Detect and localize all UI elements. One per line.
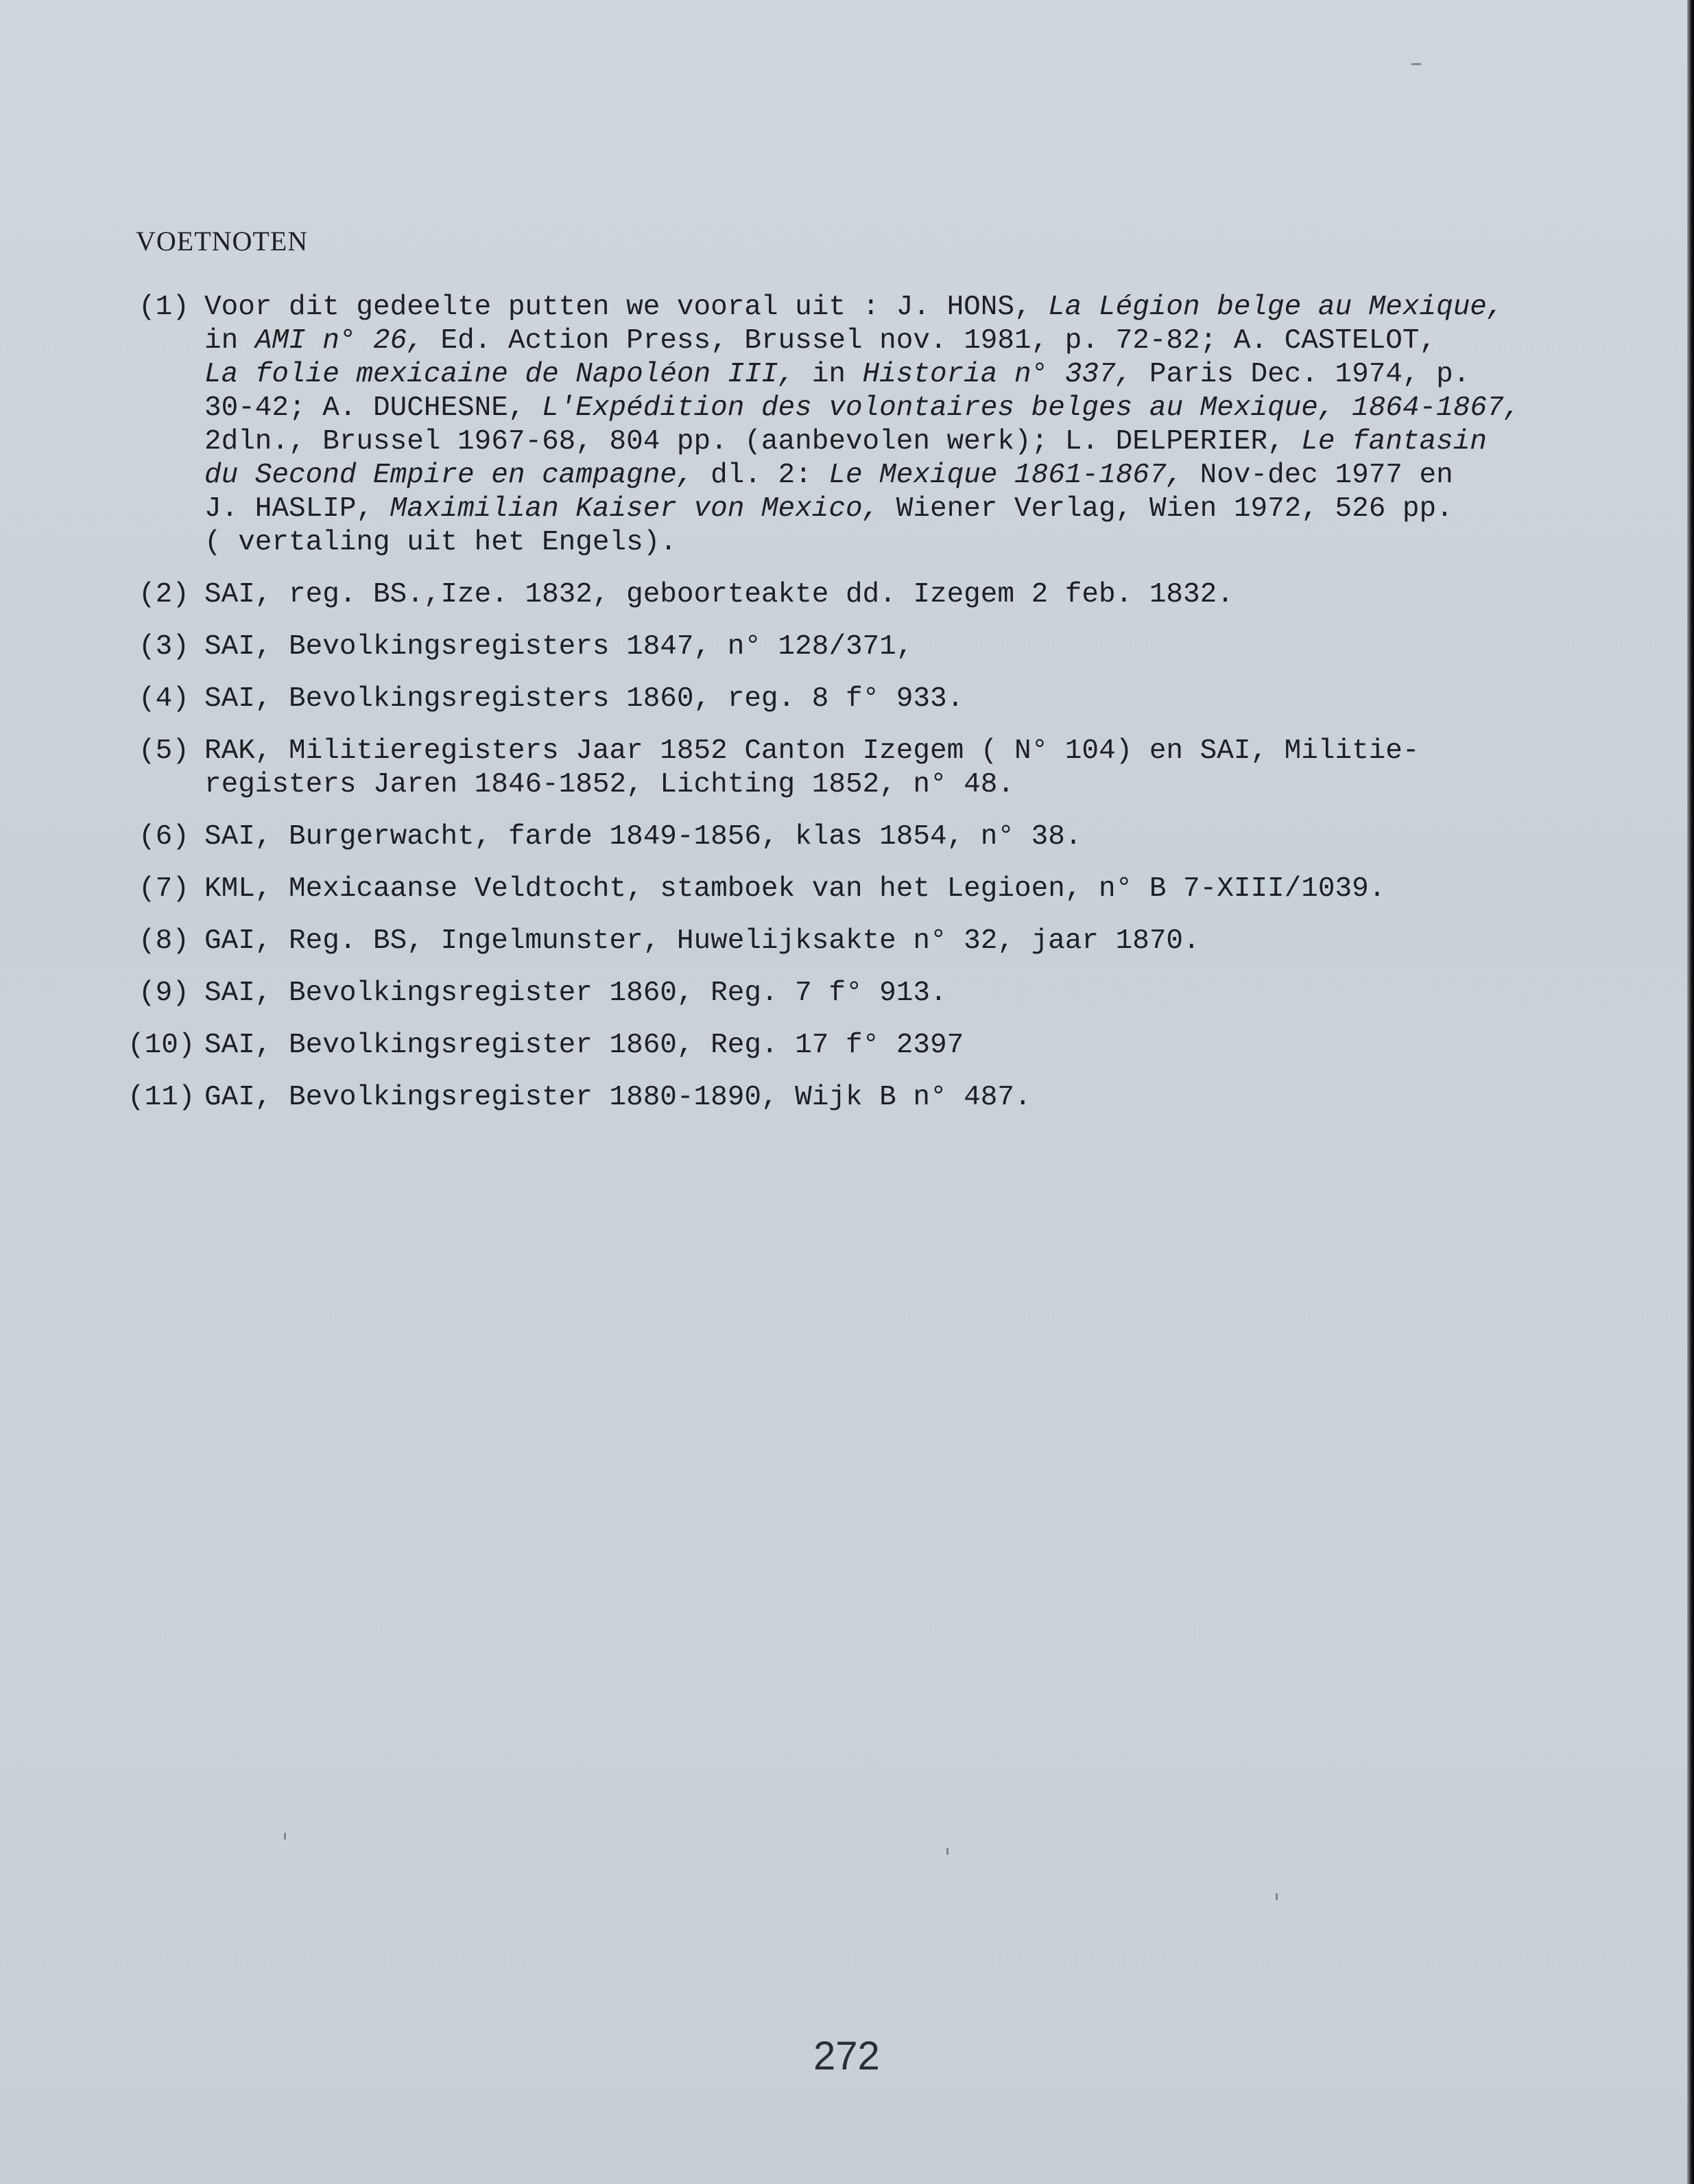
speck <box>1411 63 1421 65</box>
footnote-text-line: SAI, Bevolkingsregisters 1847, n° 128/371, <box>204 631 914 663</box>
footnote-item <box>128 820 1582 854</box>
footnote-number: (1) <box>139 292 189 323</box>
page-number: 272 <box>813 2034 880 2078</box>
footnote-text-line: 2dln., Brussel 1967-68, 804 pp. (aanbevolen werk); L. DELPERIER, Le fantasin <box>204 426 1487 458</box>
speck <box>1276 1893 1278 1900</box>
footnote-text-line: du Second Empire en campagne, dl. 2: Le Mexique 1861-1867, Nov-dec 1977 en <box>204 460 1453 491</box>
footnote-text-line: in AMI n° 26, Ed. Action Press, Brussel nov. 1981, p. 72-82; A. CASTELOT, <box>204 325 1437 357</box>
footnote-number: (2) <box>139 579 189 610</box>
footnote-text-line: GAI, Bevolkingsregister 1880-1890, Wijk B n° 487. <box>204 1082 1031 1113</box>
page-edge <box>1687 0 1694 2184</box>
footnote-number: (4) <box>139 683 189 715</box>
footnote-text-line: SAI, Burgerwacht, farde 1849-1856, klas 1854, n° 38. <box>204 821 1082 853</box>
footnote-text-line: La folie mexicaine de Napoléon III, in Historia n° 337, Paris Dec. 1974, p. <box>204 359 1470 390</box>
footnote-text-line: J. HASLIP, Maximilian Kaiser von Mexico, Wiener Verlag, Wien 1972, 526 pp. <box>204 493 1453 525</box>
heading: VOETNOTEN <box>136 226 309 257</box>
footnote-number: (11) <box>128 1082 195 1113</box>
footnote-item <box>128 630 1582 664</box>
footnote-item <box>128 873 1582 906</box>
footnote-number: (5) <box>139 735 189 767</box>
speck <box>946 1848 949 1855</box>
footnote-number: (6) <box>139 821 189 853</box>
footnote-text-line: Voor dit gedeelte putten we vooral uit : J. HONS, La Légion belge au Mexique, <box>204 292 1504 323</box>
footnote-text-line: SAI, Bevolkingsregister 1860, Reg. 7 f° 913. <box>204 977 947 1009</box>
footnote-number: (8) <box>139 925 189 957</box>
speck <box>284 1833 286 1840</box>
footnote-number: (10) <box>128 1030 195 1061</box>
footnote-number: (7) <box>139 873 189 905</box>
footnote-text-line: ( vertaling uit het Engels). <box>204 527 677 558</box>
footnote-text-line: SAI, Bevolkingsregisters 1860, reg. 8 f° 933. <box>204 683 964 715</box>
footnote-item <box>128 682 1582 716</box>
footnote-item <box>128 1081 1582 1115</box>
footnote-text-line: SAI, reg. BS.,Ize. 1832, geboorteakte dd. Izegem 2 feb. 1832. <box>204 579 1234 610</box>
footnote-item <box>128 1029 1582 1063</box>
footnote-list <box>128 291 1582 1133</box>
footnote-text-line: registers Jaren 1846-1852, Lichting 1852, n° 48. <box>204 769 1014 800</box>
footnote-item <box>128 925 1582 958</box>
footnote-item <box>128 977 1582 1010</box>
footnote-text-line: GAI, Reg. BS, Ingelmunster, Huwelijksakte n° 32, jaar 1870. <box>204 925 1200 957</box>
footnote-text-line: SAI, Bevolkingsregister 1860, Reg. 17 f° 2397 <box>204 1030 964 1061</box>
footnote-text-line: KML, Mexicaanse Veldtocht, stamboek van het Legioen, n° B 7-XIII/1039. <box>204 873 1386 905</box>
footnote-text-line: 30-42; A. DUCHESNE, L'Expédition des volontaires belges au Mexique, 1864-1867, <box>204 392 1521 424</box>
footnote-item <box>128 735 1582 802</box>
footnote-number: (9) <box>139 977 189 1009</box>
footnote-text-line: RAK, Militieregisters Jaar 1852 Canton Izegem ( N° 104) en SAI, Militie- <box>204 735 1420 767</box>
footnote-number: (3) <box>139 631 189 663</box>
footnote-item <box>128 291 1582 560</box>
footnote-item <box>128 578 1582 612</box>
